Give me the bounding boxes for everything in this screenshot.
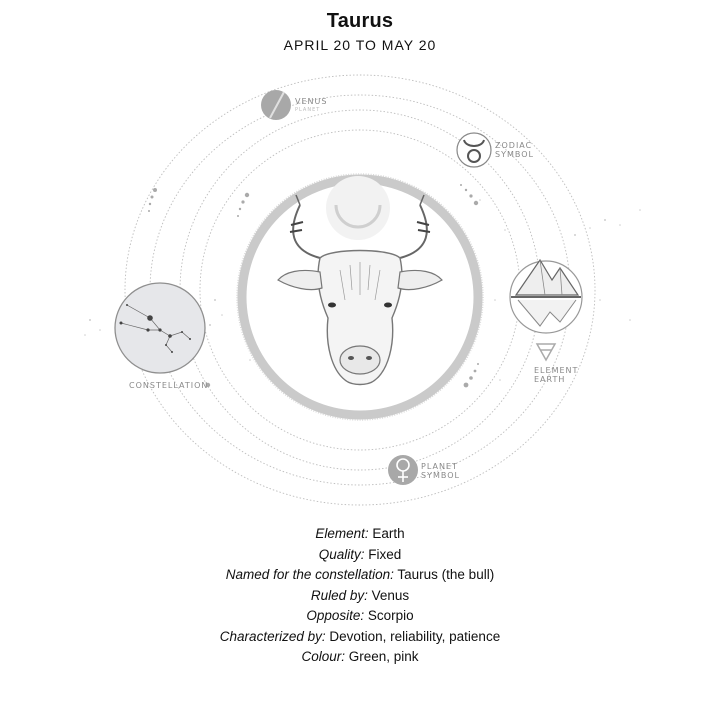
date-range: APRIL 20 TO MAY 20 (283, 37, 437, 53)
fact-opposite: Opposite: Scorpio (306, 608, 414, 623)
fact-quality: Quality: Fixed (318, 546, 402, 562)
page-title: Taurus (326, 10, 394, 32)
constellation-label: CONSTELLATION (129, 381, 209, 390)
constellation-map-icon (115, 283, 210, 387)
venus-symbol-icon (388, 455, 418, 485)
venus-label: VENUS PLANET (295, 97, 328, 113)
element-earth-label: ELEMENT EARTH (534, 366, 579, 384)
fact-ruler: Ruled by: Venus (310, 587, 410, 603)
taurus-zodiac-icon (457, 133, 491, 167)
fact-traits: Characterized by: Devotion, reliability, patience (219, 628, 501, 644)
fact-constellation: Named for the constellation: Taurus (the bull) (225, 567, 495, 582)
bull-medallion (237, 174, 483, 420)
mountain-earth-icon (510, 260, 582, 333)
sign-facts-list (0, 524, 720, 668)
fact-element: Element: Earth (315, 526, 405, 541)
earth-element-triangle-icon (537, 344, 555, 360)
venus-planet-icon (261, 90, 291, 120)
fact-colour: Colour: Green, pink (301, 649, 419, 664)
planet-symbol-label: PLANET SYMBOL (421, 462, 460, 480)
zodiac-symbol-label: ZODIAC SYMBOL (495, 141, 534, 159)
